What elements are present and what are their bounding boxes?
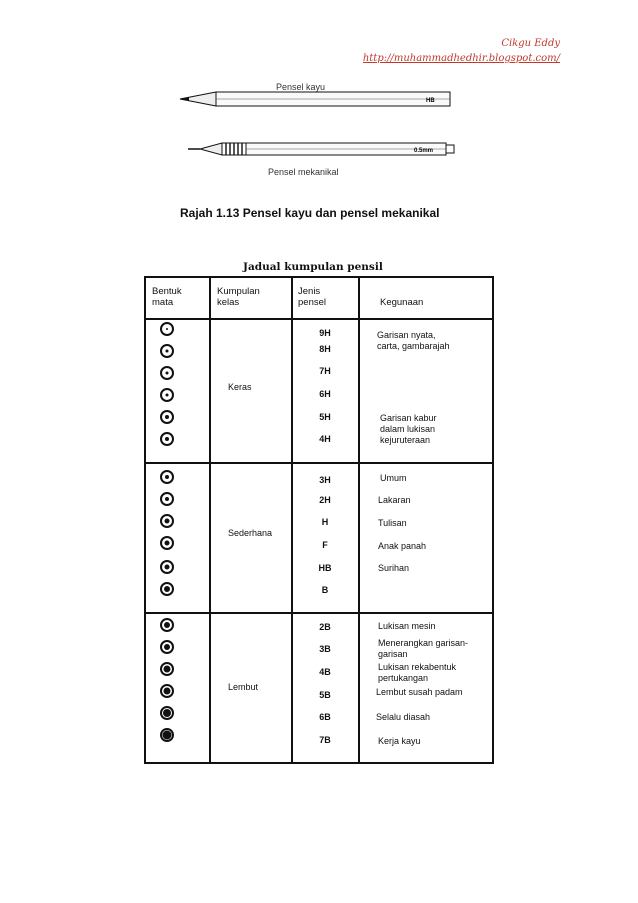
nib-dot-icon xyxy=(160,706,174,720)
use-cell: Lembut susah padam xyxy=(376,687,463,697)
use-cell: Garisan kabur dalam lukisan kejuruteraan xyxy=(380,413,437,445)
wood-pencil-label: Pensel kayu xyxy=(276,82,326,92)
grade-cell: F xyxy=(322,540,328,550)
grade-cell: 2H xyxy=(319,495,331,505)
page-header xyxy=(363,36,560,66)
mechanical-pencil-illustration xyxy=(186,138,456,160)
header-divider xyxy=(146,318,492,320)
grade-cell: 4B xyxy=(319,667,331,677)
use-cell: Lakaran xyxy=(378,495,411,505)
nib-dot-icon xyxy=(160,492,174,506)
grade-cell: 2B xyxy=(319,622,331,632)
use-cell: Surihan xyxy=(378,563,410,573)
nib-dot-icon xyxy=(160,366,174,380)
use-cell: Anak panah xyxy=(378,541,427,551)
wood-pencil-illustration xyxy=(176,88,456,110)
grade-cell: 6H xyxy=(319,389,331,399)
group-divider xyxy=(146,462,492,464)
grade-cell: 9H xyxy=(319,328,331,338)
column-divider xyxy=(209,278,211,762)
column-divider xyxy=(358,278,360,762)
nib-dot-icon xyxy=(160,640,174,654)
grade-cell: 4H xyxy=(319,434,331,444)
nib-dot-icon xyxy=(160,560,174,574)
wood-pencil-mark: HB xyxy=(426,98,435,104)
use-cell: Kerja kayu xyxy=(378,736,421,746)
nib-dot-icon xyxy=(160,514,174,528)
table-title: Jadual kumpulan pensil xyxy=(243,261,383,273)
nib-dot-icon xyxy=(160,662,174,676)
nib-dot-icon xyxy=(160,728,174,742)
header-bentuk-mata: Bentuk mata xyxy=(152,286,182,308)
use-cell: Garisan nyata, carta, gambarajah xyxy=(377,330,450,351)
grade-cell: 3B xyxy=(319,644,331,654)
blog-url[interactable]: http://muhammadhedhir.blogspot.com/ xyxy=(362,53,560,64)
grade-cell: B xyxy=(321,585,329,595)
grade-cell: 7B xyxy=(319,735,331,745)
group-name-keras: Keras xyxy=(228,382,252,392)
pencil-grade-table xyxy=(144,276,494,764)
nib-dot-icon xyxy=(160,322,174,336)
grade-cell: 5B xyxy=(319,690,331,700)
grade-cell: 3H xyxy=(319,475,331,485)
nib-dot-icon xyxy=(160,432,174,446)
grade-cell: 5H xyxy=(319,412,331,422)
group-name-sederhana: Sederhana xyxy=(228,528,273,538)
nib-dot-icon xyxy=(160,618,174,632)
grade-cell: 6B xyxy=(319,712,331,722)
nib-dot-icon xyxy=(160,344,174,358)
nib-dot-icon xyxy=(160,470,174,484)
grade-cell: 7H xyxy=(319,366,331,376)
use-cell: Menerangkan garisan- garisan xyxy=(378,638,469,659)
grade-cell: H xyxy=(321,517,329,527)
group-name-lembut: Lembut xyxy=(228,682,259,692)
nib-dot-icon xyxy=(160,536,174,550)
header-kumpulan-kelas: Kumpulan kelas xyxy=(217,286,260,308)
use-cell: Tulisan xyxy=(378,518,407,528)
mech-pencil-mark: 0.5mm xyxy=(414,148,434,154)
author-name: Cikgu Eddy xyxy=(501,38,560,49)
use-cell: Lukisan rekabentuk pertukangan xyxy=(378,662,457,683)
nib-dot-icon xyxy=(160,684,174,698)
group-divider xyxy=(146,612,492,614)
nib-dot-icon xyxy=(160,410,174,424)
figure-caption: Rajah 1.13 Pensel kayu dan pensel mekanikal xyxy=(180,206,440,220)
grade-cell: HB xyxy=(318,563,332,573)
grade-cell: 8H xyxy=(319,344,331,354)
use-cell: Selalu diasah xyxy=(376,712,431,722)
column-divider xyxy=(291,278,293,762)
use-cell: Lukisan mesin xyxy=(378,621,436,631)
use-cell: Umum xyxy=(380,473,407,483)
mech-pencil-label: Pensel mekanikal xyxy=(268,167,339,177)
nib-dot-icon xyxy=(160,582,174,596)
header-kegunaan: Kegunaan xyxy=(380,297,424,308)
header-jenis-pensel: Jenis pensel xyxy=(298,286,326,308)
nib-dot-icon xyxy=(160,388,174,402)
